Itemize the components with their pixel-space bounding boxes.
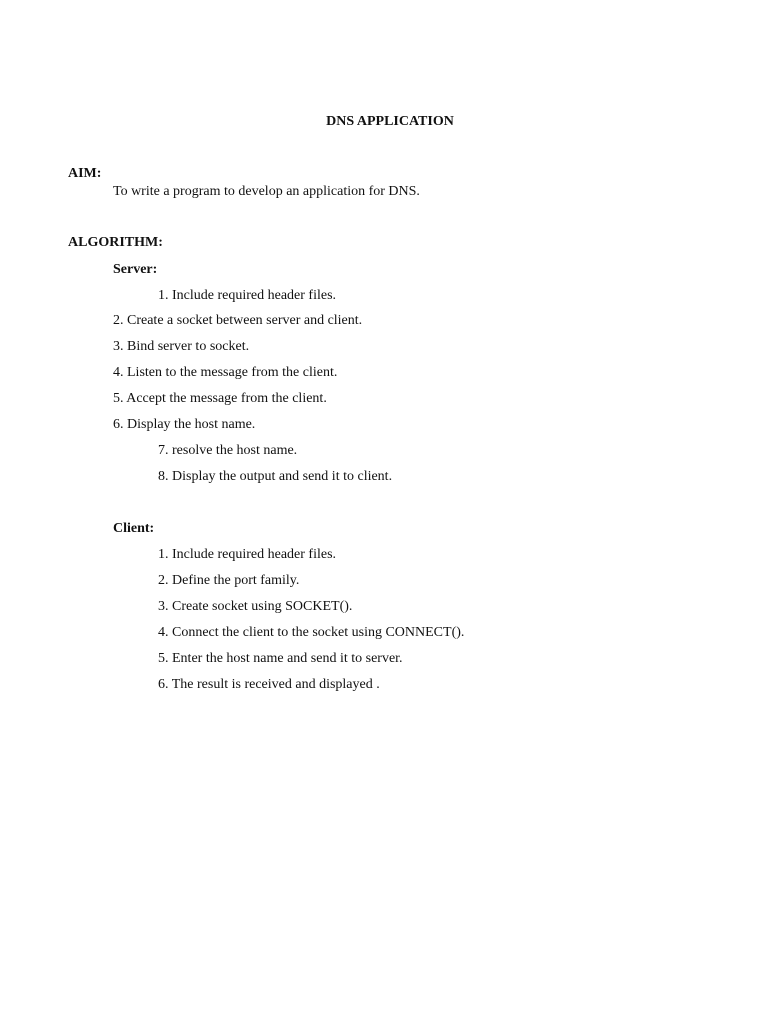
- document-title: DNS APPLICATION: [326, 114, 454, 129]
- algorithm-heading: ALGORITHM:: [68, 235, 163, 250]
- server-step-8: 8. Display the output and send it to client.: [158, 469, 393, 484]
- client-step-6: 6. The result is received and displayed .: [158, 677, 380, 692]
- client-step-4: 4. Connect the client to the socket using CONNECT().: [158, 625, 465, 640]
- client-step-2: 2. Define the port family.: [158, 573, 300, 588]
- client-step-3: 3. Create socket using SOCKET().: [158, 599, 353, 614]
- server-step-3: 3. Bind server to socket.: [113, 339, 250, 354]
- client-step-5: 5. Enter the host name and send it to server.: [158, 651, 403, 666]
- aim-heading: AIM:: [68, 166, 102, 181]
- server-step-1: 1. Include required header files.: [158, 288, 337, 303]
- server-step-5: 5. Accept the message from the client.: [113, 391, 327, 406]
- client-step-1: 1. Include required header files.: [158, 547, 337, 562]
- client-heading: Client:: [113, 521, 155, 536]
- server-step-2: 2. Create a socket between server and client.: [113, 313, 363, 328]
- server-step-7: 7. resolve the host name.: [158, 443, 298, 458]
- aim-text: To write a program to develop an application for DNS.: [113, 184, 420, 199]
- server-step-6: 6. Display the host name.: [113, 417, 256, 432]
- server-heading: Server:: [113, 262, 158, 277]
- server-step-4: 4. Listen to the message from the client.: [113, 365, 338, 380]
